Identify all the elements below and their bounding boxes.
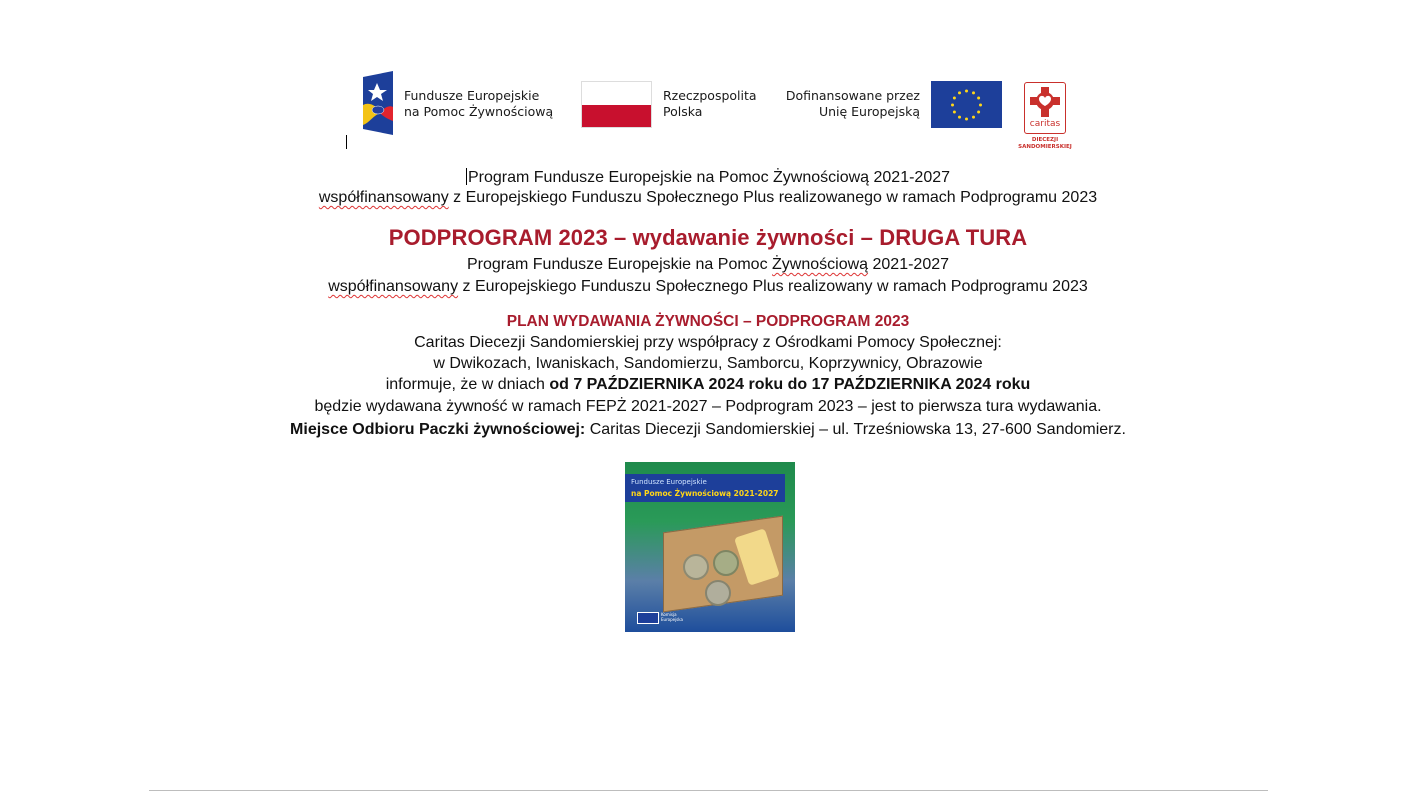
fepz-flag-icon — [360, 71, 396, 135]
plan-line-3 — [0, 376, 1416, 394]
caritas-sub2: SANDOMIERSKIEJ — [1018, 143, 1072, 150]
caritas-cross-icon — [1025, 85, 1065, 119]
program-line-1-pre: Program Fundusze Europejskie na Pomoc — [466, 256, 773, 273]
caritas-sub1: DIECEZJI — [1031, 137, 1059, 143]
program-line-2 — [0, 278, 1416, 296]
fepz-poster-image — [625, 462, 795, 632]
plan-line-5 — [0, 421, 1416, 439]
poster-footer: Komisja Europejska — [661, 612, 683, 622]
can-icon — [713, 550, 739, 576]
eu-line2: Unię Europejską — [818, 104, 920, 119]
program-line-2-text: z Europejskiego Funduszu Społecznego Plus realizowany w ramach Podprogramu 2023 — [458, 278, 1088, 295]
poland-flag-icon — [581, 81, 652, 128]
can-icon — [683, 554, 709, 580]
rp-line1: Rzeczpospolita — [663, 88, 757, 103]
spellcheck-word: współfinansowany — [318, 189, 449, 206]
spellcheck-word: współfinansowany — [328, 278, 459, 295]
page-divider — [149, 790, 1268, 791]
caritas-name: caritas — [1029, 119, 1061, 129]
page-title: PODPROGRAM 2023 – wydawanie żywności – DRUGA TURA — [388, 225, 1028, 250]
poster-banner — [625, 474, 785, 502]
plan-line-2: w Dwikozach, Iwaniskach, Sandomierzu, Samborcu, Koprzywnicy, Obrazowie — [433, 355, 983, 372]
poster-line1: Fundusze Europejskie — [631, 478, 707, 486]
fepz-line2: na Pomoc Żywnościową — [404, 104, 554, 119]
text-cursor — [346, 135, 347, 149]
intro-line-1 — [0, 168, 1416, 187]
fepz-line1: Fundusze Europejskie — [404, 88, 540, 103]
pickup-label: Miejsce Odbioru Paczki żywnościowej: — [290, 421, 586, 438]
program-line-1 — [0, 256, 1416, 274]
spellcheck-word: Żywnościową — [772, 256, 869, 273]
eu-commission-logo-icon — [637, 612, 659, 624]
text-caret — [466, 168, 467, 185]
plan-line-3-pre: informuje, że w dniach — [385, 376, 550, 393]
eu-flag-icon — [931, 81, 1002, 128]
plan-line-4: będzie wydawana żywność w ramach FEPŻ 2021-2027 – Podprogram 2023 – jest to pierwsza tura wydawania. — [314, 398, 1102, 415]
pickup-address: Caritas Diecezji Sandomierskiej – ul. Trześniowska 13, 27-600 Sandomierz. — [585, 421, 1126, 438]
can-icon — [705, 580, 731, 606]
eu-logo-text — [770, 88, 920, 120]
eu-line1: Dofinansowane przez — [785, 88, 920, 103]
intro-line-1-text: Program Fundusze Europejskie na Pomoc Żywnościową 2021-2027 — [467, 169, 951, 186]
poster-line2: na Pomoc Żywnościową 2021-2027 — [631, 489, 779, 498]
rp-logo-text — [663, 88, 757, 120]
rp-line2: Polska — [663, 104, 703, 119]
program-line-1-post: 2021-2027 — [868, 256, 950, 273]
plan-line-1: Caritas Diecezji Sandomierskiej przy współpracy z Ośrodkami Pomocy Społecznej: — [414, 334, 1002, 351]
plan-title: PLAN WYDAWANIA ŻYWNOŚCI – PODPROGRAM 2023 — [506, 313, 910, 330]
intro-line-2 — [0, 189, 1416, 207]
distribution-dates: od 7 PAŹDZIERNIKA 2024 roku do 17 PAŹDZIERNIKA 2024 roku — [549, 376, 1031, 393]
intro-line-2-text: z Europejskiego Funduszu Społecznego Plus realizowanego w ramach Podprogramu 2023 — [448, 189, 1098, 206]
fepz-logo-text — [404, 88, 553, 120]
caritas-logo — [1024, 82, 1066, 134]
caritas-subtitle — [1010, 137, 1080, 150]
